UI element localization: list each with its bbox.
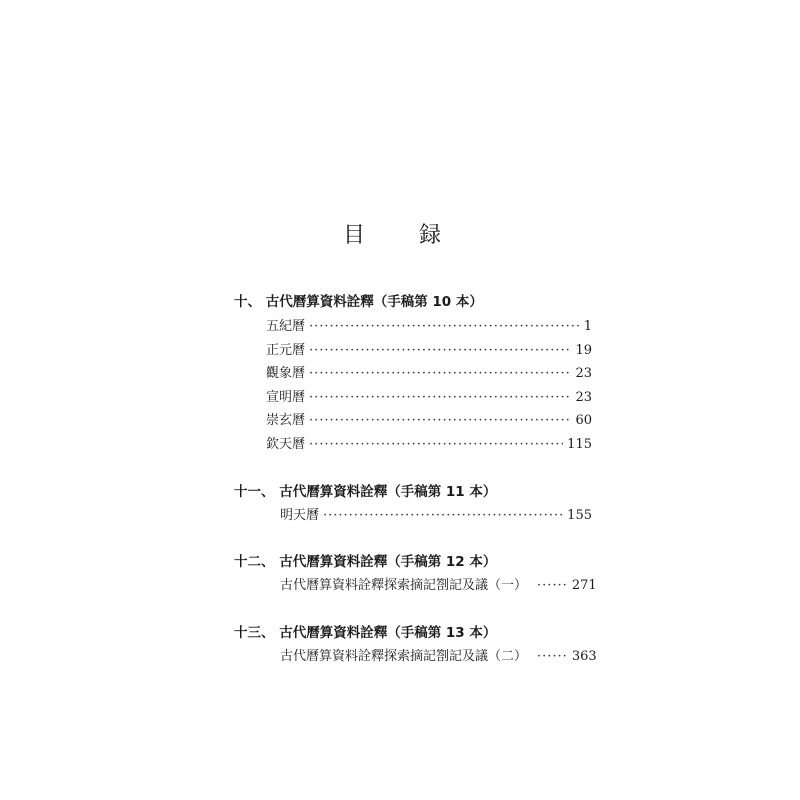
entry-page-number: 60 [575,413,592,428]
dot-leader [309,413,571,428]
dot-leader [323,508,563,523]
toc-entry[interactable] [280,574,597,593]
page-title: 目 録 [342,223,457,248]
toc-entry[interactable] [266,339,592,357]
toc-entry[interactable] [266,409,592,427]
section-heading-12: 十二、 古代曆算資料詮釋（手稿第 12 本） [234,554,497,570]
entry-label: 觀象曆 [266,366,306,381]
dot-leader [309,343,571,358]
entry-page-number: 23 [575,390,592,405]
toc-entry[interactable] [266,362,592,380]
entry-page-number: 271 [571,578,597,593]
toc-entry[interactable] [280,645,597,664]
section-heading-10: 十、 古代曆算資料詮釋（手稿第 10 本） [234,294,483,310]
entry-page-number: 363 [571,649,597,664]
section-heading-11: 十一、 古代曆算資料詮釋（手稿第 11 本） [234,484,497,500]
entry-label: 欽天曆 [266,437,306,452]
toc-entry[interactable] [266,315,592,333]
dot-leader [309,437,563,452]
entry-label: 古代曆算資料詮釋探索摘記劄記及議（二） [280,649,528,664]
dot-leader [537,578,568,593]
entry-label: 宣明曆 [266,390,306,405]
dot-leader [309,390,571,405]
toc-entry[interactable] [266,386,592,404]
entry-label: 正元曆 [266,343,306,358]
dot-leader [537,649,568,664]
entry-label: 崇玄曆 [266,413,306,428]
entry-page-number: 1 [583,319,592,334]
dot-leader [309,366,571,381]
section-heading-13: 十三、 古代曆算資料詮釋（手稿第 13 本） [234,625,497,641]
entry-label: 明天曆 [280,508,320,523]
toc-entry[interactable] [266,433,592,451]
entry-label: 古代曆算資料詮釋探索摘記劄記及議（一） [280,578,528,593]
entry-page-number: 23 [575,366,592,381]
dot-leader [309,319,580,334]
entry-page-number: 155 [567,508,592,523]
entry-page-number: 19 [575,343,592,358]
toc-entry[interactable] [280,504,592,522]
entry-label: 五紀曆 [266,319,306,334]
entry-page-number: 115 [567,437,592,452]
